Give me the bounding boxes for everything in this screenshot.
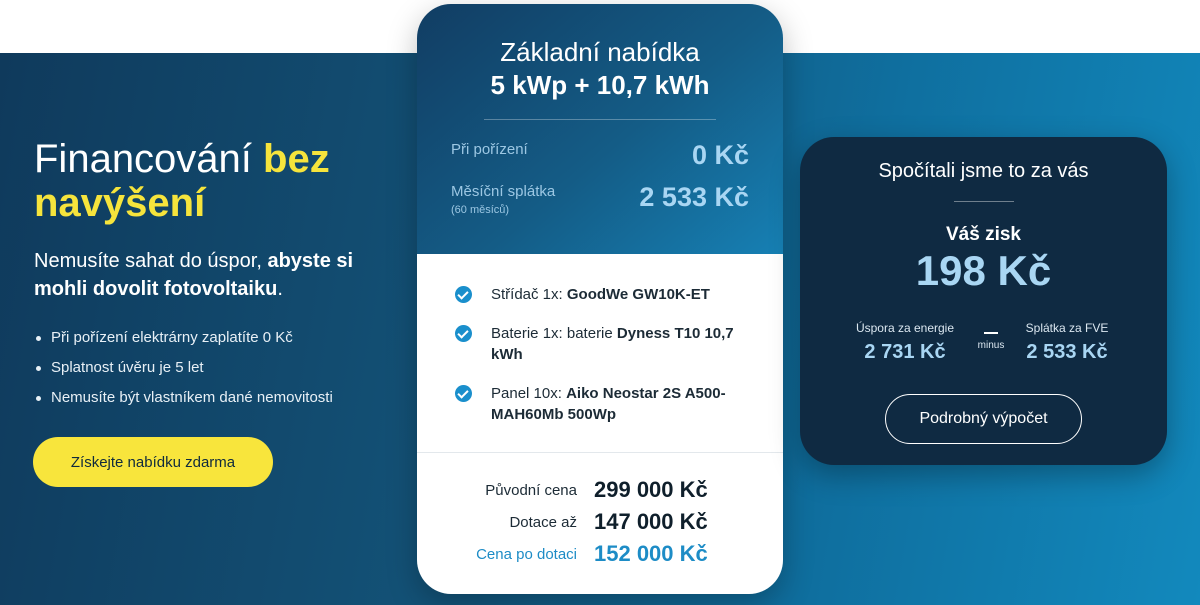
gain-label: Váš zisk [946,224,1021,245]
upfront-row [417,140,783,170]
calc-title: Spočítali jsme to za vás [878,160,1089,182]
savings-value: 2 731 Kč [864,341,946,363]
list-item: Splatnost úvěru je 5 let [34,353,394,383]
feature-list [417,254,783,425]
payment-value: 2 533 Kč [1026,341,1108,363]
hero-headline [34,137,394,225]
feature-text [491,323,746,365]
final-price-value: 152 000 Kč [594,541,708,566]
divider [954,201,1014,202]
divider [484,119,716,120]
check-circle-icon [455,286,472,303]
headline-plain: Financování [34,137,264,181]
gain-value: 198 Kč [915,247,1052,294]
divider [417,452,783,453]
upfront-label: Při pořízení [451,141,528,158]
calc-breakdown [800,320,1167,370]
payment-column [1012,320,1122,366]
feature-model: Aiko Neostar 2S A500-MAH60Mb 500Wp [491,385,726,423]
feature-prefix: Střídač 1x: [491,286,567,303]
feature-model: GoodWe GW10K-ET [566,286,710,303]
feature-prefix: Panel 10x: [491,385,567,402]
original-price-label: Původní cena [485,481,577,499]
benefit-list [34,323,394,413]
feature-model: Dyness T10 10,7 kWh [491,325,734,363]
subsidy-row [417,506,783,538]
list-item: Nemusíte být vlastníkem dané nemovitosti [34,383,394,413]
calculation-card [800,137,1167,465]
offer-card-header [417,4,783,254]
original-price-value: 299 000 Kč [594,477,708,502]
offer-card [417,4,783,594]
subsidy-value: 147 000 Kč [594,509,708,534]
minus-label: minus [977,340,1005,351]
list-item [455,284,783,305]
monthly-row [417,182,783,218]
list-item [455,383,783,425]
payment-label: Splátka za FVE [1025,321,1109,335]
final-price-row [417,538,783,570]
list-item [455,323,783,365]
monthly-note: (60 měsíců) [451,204,510,216]
monthly-value: 2 533 Kč [639,182,749,212]
detailed-calculation-button[interactable]: Podrobný výpočet [885,394,1082,444]
lead-plain-1: Nemusíte sahat do úspor, [34,250,268,272]
hero-lead [34,247,394,303]
list-item: Při pořízení elektrárny zaplatíte 0 Kč [34,323,394,353]
check-circle-icon [455,325,472,342]
offer-subtitle: 5 kWp + 10,7 kWh [490,70,710,100]
lead-bold: abyste si mohli dovolit fotovoltaiku [34,250,354,300]
savings-column [840,320,970,366]
hero-content [34,137,394,413]
offer-title: Základní nabídka [500,37,700,67]
headline-accent: bez navýšení [34,137,330,225]
feature-text [491,383,746,425]
savings-label: Úspora za energie [855,321,955,335]
feature-text [491,284,746,305]
lead-plain-2: . [277,278,283,300]
monthly-label: Měsíční splátka [451,183,556,200]
minus-icon [984,332,998,334]
subsidy-label: Dotace až [509,513,577,531]
original-price-row [417,474,783,506]
feature-prefix: Baterie 1x: baterie [491,325,617,342]
minus-operator [970,332,1012,351]
price-summary [417,474,783,570]
get-offer-button[interactable]: Získejte nabídku zdarma [33,437,273,487]
final-price-label: Cena po dotaci [476,545,577,563]
upfront-value: 0 Kč [691,140,749,170]
check-circle-icon [455,385,472,402]
